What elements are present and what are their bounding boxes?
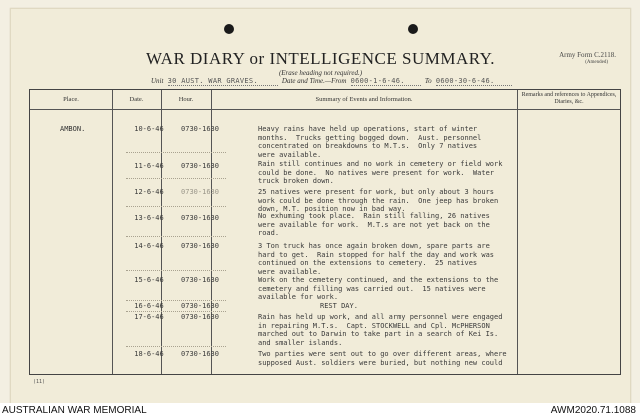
entry-hour: 0730-1630	[181, 350, 219, 358]
from-value: 0600-1-6-46.	[351, 77, 421, 86]
col-date-header: Date.	[129, 96, 144, 103]
entry-summary: 3 Ton truck has once again broken down, spare parts are hard to get. Rain stopped for half the day and work was continued on the extensions to cemetery. 25 natives were available.	[258, 242, 495, 276]
accession-number: AWM2020.71.1088	[550, 405, 636, 416]
unit-label: Unit	[151, 77, 164, 85]
entry-hour: 0730-1630	[181, 214, 219, 222]
entry-summary: 25 natives were present for work, but only about 3 hours work could be done through the rain. One jeep has broken down, M.T. position now in bad way.	[258, 188, 499, 213]
entry-hour: 0730-1630	[181, 125, 219, 133]
to-label: To	[424, 77, 432, 85]
entry-date: 11-6-46	[134, 162, 164, 170]
col-remarks-header: Remarks and references to Appendices, Diaries, &c.	[521, 92, 617, 105]
entry-summary: Heavy rains have held up operations, start of winter months. Trucks getting bogged down. Aust. personnel concentrated on breakdowns to M.T.s. Only 7 natives were available.	[258, 125, 482, 159]
diary-table	[29, 89, 621, 375]
entry-date: 13-6-46	[134, 214, 164, 222]
entry-date: 16-6-46	[134, 302, 164, 310]
unit-value: 30 AUST. WAR GRAVES.	[168, 77, 278, 86]
col-summary-header: Summary of Events and Information.	[315, 96, 413, 103]
to-value: 0600-30-6-46.	[436, 77, 512, 86]
form-subtitle: (Erase heading not required.)	[278, 69, 363, 77]
entry-date: 12-6-46	[134, 188, 164, 196]
entry-hour: 0730-1630	[181, 242, 219, 250]
form-title: WAR DIARY or INTELLIGENCE SUMMARY.	[146, 49, 495, 68]
credit-bar	[0, 403, 640, 418]
entry-date: 15-6-46	[134, 276, 164, 284]
army-form-number: Army Form C.2118.	[559, 51, 616, 59]
entry-date: 17-6-46	[134, 313, 164, 321]
entry-hour: 0730-1630	[181, 162, 219, 170]
entry-summary: Work on the cemetery continued, and the extensions to the cemetery and filling was carried out. 15 natives were available for work.	[258, 276, 499, 301]
army-form-note: (Amended)	[585, 60, 608, 65]
entry-date: 14-6-46	[134, 242, 164, 250]
col-place-header: Place.	[63, 96, 79, 103]
col-hour-header: Hour.	[178, 96, 194, 103]
entry-summary: REST DAY.	[320, 302, 358, 310]
institution-credit: AUSTRALIAN WAR MEMORIAL	[2, 405, 147, 416]
date-time-label: Date and Time.—From	[281, 77, 347, 85]
punch-hole-right	[408, 24, 418, 34]
entry-date: 10-6-46	[134, 125, 164, 133]
entry-summary: Rain still continues and no work in cemetery or field work could be done. No natives were present for work. Water truck broken down.	[258, 160, 503, 185]
entry-summary: No exhuming took place. Rain still falling, 26 natives were available for work. M.T.s are not yet back on the road.	[258, 212, 490, 237]
unit-line	[151, 77, 512, 86]
entry-hour: 0730-1630	[181, 188, 219, 196]
army-form-label	[559, 51, 616, 67]
entry-hour: 0730-1630	[181, 302, 219, 310]
entry-summary: Rain has held up work, and all army personnel were engaged in repairing M.T.s. Capt. STOCKWELL and Cpl. McPHERSON marched out to Darwin to take part in a search of Kei Is. and smaller islands.	[258, 313, 503, 347]
punch-hole-left	[224, 24, 234, 34]
entry-hour: 0730-1630	[181, 276, 219, 284]
entry-date: 18-6-46	[134, 350, 164, 358]
diary-sheet	[10, 8, 631, 404]
entry-summary: Two parties were sent out to go over different areas, where supposed Aust. soldiers were buried, but nothing new could	[258, 350, 507, 367]
place-cell: AMBON.	[60, 125, 86, 133]
page-footnote: (11)	[33, 379, 46, 385]
entry-hour: 0730-1630	[181, 313, 219, 321]
